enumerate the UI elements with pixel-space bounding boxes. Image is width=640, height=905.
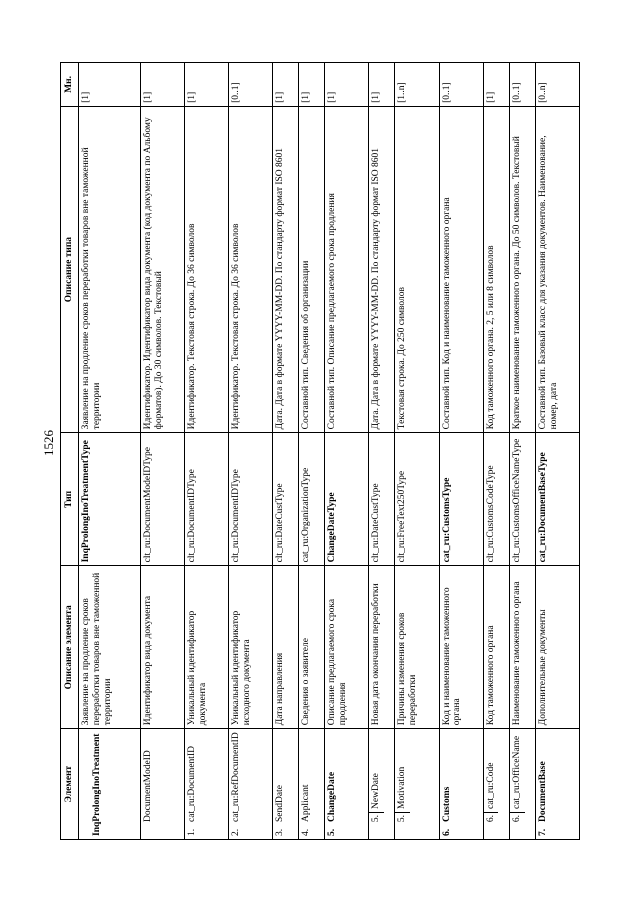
cell-type: clt_ru:DocumentModeIDType (140, 433, 184, 566)
cell-element (184, 729, 228, 840)
cell-multiplicity: [0..1] (229, 63, 273, 107)
cell-multiplicity: [0..1] (439, 63, 483, 107)
cell-element (273, 729, 299, 840)
cell-type: cat_ru:CustomsType (439, 433, 483, 566)
table-row (273, 63, 299, 840)
page-number: 1526 (41, 430, 56, 456)
element-name: Applicant (301, 784, 312, 822)
cell-type-desc: Составной тип. Код и наименование таможенного органа (439, 106, 483, 432)
cell-type-desc: Составной тип. Сведения об организации (299, 106, 325, 432)
cell-type-desc: Код таможенного органа. 2, 5 или 8 символов (483, 106, 509, 432)
element-name: cat_ru:Code (485, 762, 496, 809)
element-name: DocumentBase (537, 761, 548, 822)
row-number: 3. (275, 828, 286, 836)
cell-element-desc: Уникальный идентификатор документа (184, 566, 228, 729)
element-name: InqProlongInoTreatment (91, 733, 102, 836)
cell-element (229, 729, 273, 840)
table-row (78, 63, 140, 840)
cell-type-desc: Идентификатор. Текстовая строка. До 36 символов (184, 106, 228, 432)
cell-element-desc: Код таможенного органа (483, 566, 509, 729)
table-row (369, 63, 395, 840)
row-number: 5. (369, 812, 384, 839)
row-number: 6. (441, 828, 452, 836)
cell-element-desc: Сведения о заявителе (299, 566, 325, 729)
cell-element (78, 729, 140, 840)
cell-element-desc: Дополнительные документы (535, 566, 579, 729)
cell-multiplicity: [1] (140, 63, 184, 107)
table-row (509, 63, 535, 840)
cell-element-desc: Причины изменения сроков переработки (395, 566, 439, 729)
cell-type: clt_ru:CustomsCodeType (483, 433, 509, 566)
cell-multiplicity: [1..n] (395, 63, 439, 107)
cell-element (369, 729, 395, 840)
element-name: Customs (441, 786, 452, 822)
table-row (483, 63, 509, 840)
cell-multiplicity: [0..n] (535, 63, 579, 107)
cell-element (325, 729, 369, 840)
element-name: cat_ru:OfficeName (511, 735, 522, 809)
element-name: cat_ru:RefDocumentID (231, 732, 241, 822)
elements-table (60, 62, 580, 840)
table-row (229, 63, 273, 840)
cell-multiplicity: [1] (78, 63, 140, 107)
table-row (299, 63, 325, 840)
table-row (325, 63, 369, 840)
element-name: ChangeDate (327, 771, 338, 822)
cell-type-desc: Текстовая строка. До 250 символов (395, 106, 439, 432)
cell-multiplicity: [1] (299, 63, 325, 107)
row-number: 4. (301, 828, 312, 836)
cell-type: clt_ru:DateCustType (369, 433, 395, 566)
element-name: cat_ru:DocumentID (186, 746, 197, 822)
cell-element-desc: Дата направления (273, 566, 299, 729)
cell-type-desc: Краткое наименование таможенного органа. До 50 символов. Текстовый (509, 106, 535, 432)
row-number: 7. (537, 828, 548, 836)
cell-element-desc: Уникальный идентификатор исходного документа (229, 566, 273, 729)
cell-element (299, 729, 325, 840)
cell-type-desc: Заявление на продление сроков переработки товаров вне таможенной территории (78, 106, 140, 432)
cell-element-desc: Описание предлагаемого срока продления (325, 566, 369, 729)
cell-element (483, 729, 509, 840)
element-name: NewDate (371, 773, 382, 809)
cell-type: ChangeDateType (325, 433, 369, 566)
col-header-element: Элемент (61, 729, 79, 840)
cell-type-desc: Составной тип. Базовый класс для указания документов. Наименование, номер, дата (535, 106, 579, 432)
table-row (140, 63, 184, 840)
col-header-multiplicity: Мн. (61, 63, 79, 107)
cell-element-desc: Наименование таможенного органа (509, 566, 535, 729)
cell-element-desc: Новая дата окончания переработки (369, 566, 395, 729)
row-number: 1. (186, 828, 197, 836)
cell-type: clt_ru:DocumentIDType (184, 433, 228, 566)
row-number: 2. (231, 828, 241, 836)
table-container (60, 62, 580, 840)
cell-multiplicity: [1] (369, 63, 395, 107)
header-row (61, 63, 79, 840)
row-number: 5. (327, 828, 338, 836)
cell-type: clt_ru:DateCustType (273, 433, 299, 566)
cell-type-desc: Дата. Дата в формате YYYY-MM-DD. По стандарту формат ISO 8601 (369, 106, 395, 432)
cell-multiplicity: [1] (483, 63, 509, 107)
cell-element-desc: Код и наименование таможенного органа (439, 566, 483, 729)
cell-multiplicity: [0..1] (509, 63, 535, 107)
cell-type: clt_ru:CustomsOfficeNameType (509, 433, 535, 566)
table-row (535, 63, 579, 840)
cell-multiplicity: [1] (184, 63, 228, 107)
row-number: 6. (510, 812, 525, 839)
cell-multiplicity: [1] (325, 63, 369, 107)
cell-element (509, 729, 535, 840)
col-header-element-desc: Описание элемента (61, 566, 79, 729)
cell-type: clt_ru:DocumentIDType (229, 433, 273, 566)
cell-type-desc: Дата. Дата в формате YYYY-MM-DD. По стандарту формат ISO 8601 (273, 106, 299, 432)
cell-multiplicity: [1] (273, 63, 299, 107)
cell-type: clt_ru:FreeText250Type (395, 433, 439, 566)
cell-type-desc: Составной тип. Описание предлагаемого срока продления (325, 106, 369, 432)
cell-element (140, 729, 184, 840)
element-name: Motivation (397, 766, 408, 809)
row-number: 6. (484, 812, 499, 839)
cell-type-desc: Идентификатор. Текстовая строка. До 36 символов (229, 106, 273, 432)
col-header-type: Тип (61, 433, 79, 566)
cell-type: InqProlongInoTreatmentType (78, 433, 140, 566)
cell-type-desc: Идентификатор. Идентификатор вида документа (код документа по Альбому форматов). До 30 символов. Текстовый (140, 106, 184, 432)
table-row (439, 63, 483, 840)
table-row (184, 63, 228, 840)
cell-type: cat_ru:OrganizationType (299, 433, 325, 566)
element-name: DocumentModeID (142, 750, 153, 822)
cell-element-desc: Идентификатор вида документа (140, 566, 184, 729)
cell-element (439, 729, 483, 840)
cell-element (395, 729, 439, 840)
row-number: 5. (395, 812, 410, 839)
cell-type: cat_ru:DocumentBaseType (535, 433, 579, 566)
table-row (395, 63, 439, 840)
element-name: SendDate (275, 785, 286, 822)
col-header-type-desc: Описание типа (61, 106, 79, 432)
cell-element-desc: Заявление на продление сроков переработки товаров вне таможенной территории (78, 566, 140, 729)
cell-element (535, 729, 579, 840)
